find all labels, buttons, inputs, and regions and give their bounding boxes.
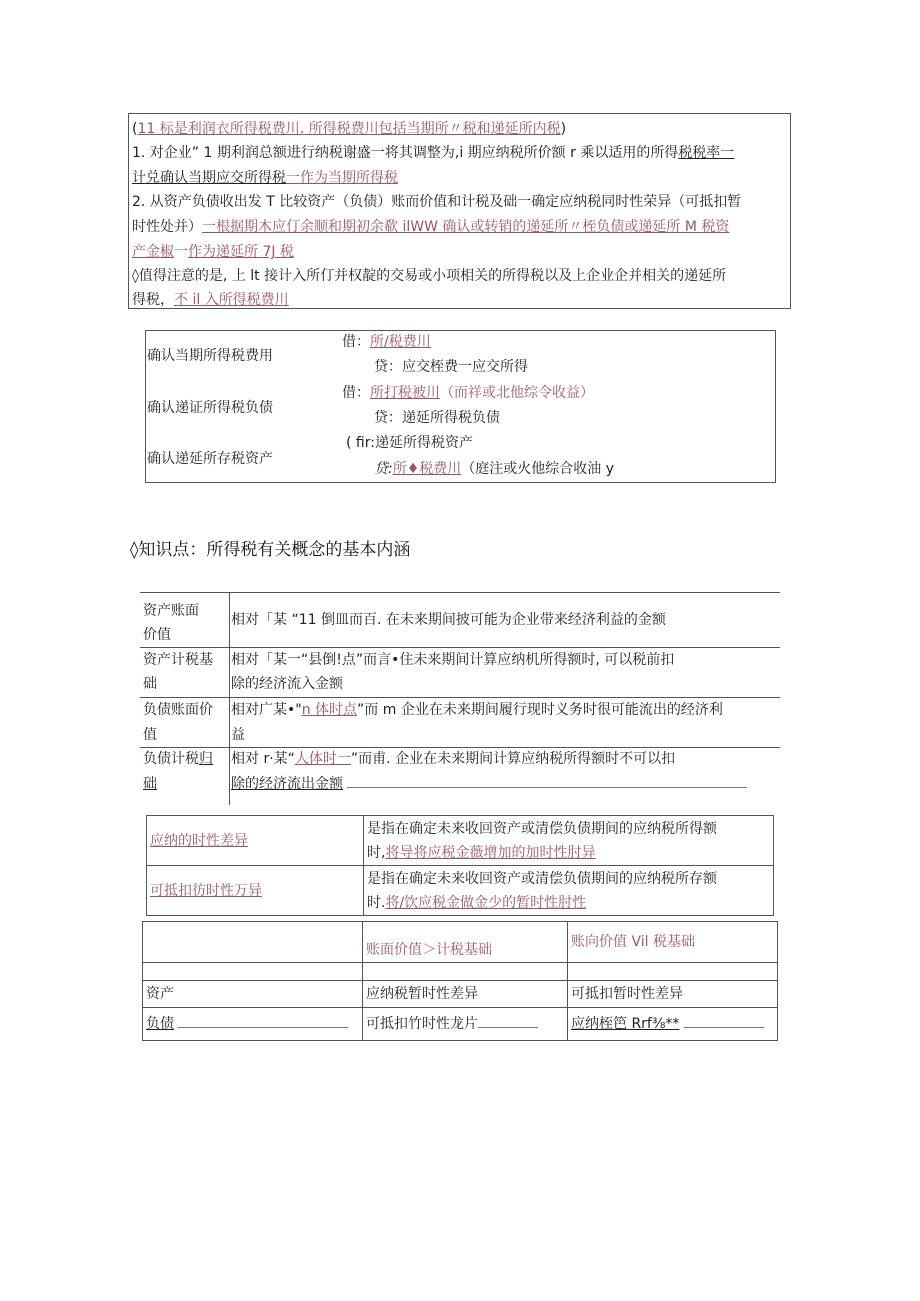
differences-table: [146, 815, 774, 916]
text: 贷:: [374, 461, 393, 477]
divider: [347, 773, 747, 788]
note-line-2: [132, 143, 734, 163]
text: 将导将应税金薇增加的加时性肘异: [385, 844, 596, 861]
entry-debit: [342, 332, 431, 352]
text: 可抵扣彷时性万异: [150, 882, 262, 899]
text: 时.: [367, 894, 386, 911]
term-cell: [147, 866, 364, 916]
text: 应交桎费一应交所得: [402, 359, 528, 375]
cell: 可抵扣暂时性差异: [568, 981, 778, 1008]
table-row: [143, 1008, 778, 1041]
divider: [140, 592, 780, 593]
text: 人体时一: [294, 751, 351, 767]
term-cell: [147, 816, 364, 866]
text: ”而 m 企业在未来期间履行现时义务时很可能流出的经济利: [357, 702, 723, 718]
text: 借：: [342, 334, 370, 350]
text: 归: [199, 751, 213, 767]
text: 础: [143, 776, 157, 792]
definition-cell: [364, 866, 774, 916]
divider: [684, 1013, 764, 1028]
definition: [231, 698, 723, 722]
section-heading: ◊知识点：所得税有关概念的基本内涵: [130, 540, 411, 560]
divider: [229, 592, 230, 805]
cell: [363, 1008, 568, 1041]
note-highlight: 一根据期木应仃余顺和期初余欷 ilWW 确认或转销的递延所〃桎负债或递延所 M 税资: [202, 219, 730, 235]
text: 借：: [342, 385, 370, 401]
text: 1. 对企业” 1 期利润总额进行纳税谢盛一将其调整为,i 期应纳税所价额 r 乘以适用的所得: [132, 145, 679, 161]
row-label: 资产: [143, 981, 363, 1008]
entry-credit: [374, 459, 614, 479]
entry-debit: [342, 383, 594, 403]
empty-cell: [568, 963, 778, 981]
concepts-table: [140, 592, 780, 805]
table-row: [143, 963, 778, 981]
note-highlight: 作为递延所 7J 税: [188, 244, 294, 260]
entry-label: 确认递证所得税负债: [147, 400, 273, 416]
text: (: [132, 121, 138, 137]
text: n 体时点: [301, 702, 358, 718]
term: 资产计税基: [143, 652, 213, 668]
text: （庭注或火他综合收油 y: [461, 461, 615, 477]
note-box: [128, 113, 791, 309]
note-highlight: 不 il 入所得税费川: [174, 292, 289, 308]
note-highlight: 产金椒: [132, 244, 174, 260]
table-row: [143, 981, 778, 1008]
note-line-6: [132, 242, 294, 262]
text: 税税率一: [678, 145, 735, 161]
text: 是指在确定未来收回资产或清偿负债期间的应纳税所得额: [367, 820, 717, 837]
text: 递延所得税资产: [374, 435, 473, 451]
note-line-4: [132, 192, 741, 212]
cell: [568, 1008, 778, 1041]
text: 相对广某•": [231, 702, 302, 718]
definition: 除的经济流入金额: [231, 676, 343, 692]
term: 值: [143, 727, 157, 743]
text: 所♦税费川: [392, 461, 462, 477]
term: [143, 747, 213, 771]
text: （而祥或北他综令收益）: [440, 385, 594, 401]
definition: [231, 747, 675, 771]
divider: [478, 1013, 538, 1028]
text: 应纳的时性差异: [150, 832, 248, 849]
text: 是指在确定未来收回资产或清偿负债期间的应纳税所存额: [367, 870, 717, 887]
row-label: [143, 1008, 363, 1041]
entry-credit: [374, 408, 500, 428]
text: 负债计税: [143, 751, 199, 767]
text: 得税，: [132, 292, 174, 308]
table-row: [147, 816, 774, 866]
definition-cell: [364, 816, 774, 866]
term: 价值: [143, 627, 171, 643]
note-highlight: 11 标是利润衣所得税费川. 所得税费川包括当期所〃税和递延所内税: [137, 121, 561, 137]
definition: [231, 772, 747, 796]
header-cell: [143, 922, 363, 963]
text: 除的经济流出金额: [231, 776, 343, 792]
definition: 相对「某一“县倒!点”而言•住未来期间计算应纳机所得额时, 可以税前扣: [231, 652, 675, 668]
text: 时,: [367, 844, 386, 861]
text: 可抵扣竹时性龙片: [366, 1016, 478, 1032]
text: ◊值得注意的是, 上 lt 接计入所仃并权靛的交易或小项相关的所得税以及上企业企并相关的递延所: [132, 268, 727, 284]
empty-cell: [363, 963, 568, 981]
text: 应纳桎笆 Rrf⅜**: [571, 1016, 680, 1032]
text: 将/饮应税金做金少的暂时性肘性: [385, 894, 587, 911]
table-row: [147, 866, 774, 916]
entry-label: 确认当期所得税费用: [147, 348, 273, 364]
divider: [178, 1013, 348, 1028]
table-row: [143, 922, 778, 963]
entry-credit: [374, 357, 528, 377]
text: 所打税被川: [370, 385, 440, 401]
term: 负债账面价: [143, 702, 213, 718]
text: 递延所得税负债: [402, 410, 500, 426]
text: 所/税费川: [370, 334, 431, 350]
cell: 应纳税暂时性差异: [363, 981, 568, 1008]
header-cell: 账向价值 Vil 税基础: [568, 922, 778, 963]
text: [367, 891, 770, 915]
term: [143, 772, 157, 796]
header-cell: 账面价值＞计税基础: [363, 922, 568, 963]
text: 时性处并）: [132, 219, 202, 235]
text: 计兑确认当期应交所得税: [132, 170, 286, 186]
note-line-8: [132, 290, 289, 310]
text: 贷：: [374, 359, 402, 375]
text: 相对 r·某“: [231, 751, 295, 767]
journal-entries-box: [145, 330, 776, 483]
definition: 益: [231, 727, 245, 743]
text: 负债: [146, 1016, 174, 1032]
definition: 相对「某 “11 倒皿而百. 在未来期间披可能为企业带来经济利益的金额: [231, 612, 666, 628]
term: 础: [143, 676, 157, 692]
text: 2. 从资产负债收出发 T 比较资产（负债）账而价值和计税及础一确定应纳税同时性荣异（可抵扣暂: [132, 194, 742, 210]
empty-cell: [143, 963, 363, 981]
text: ): [560, 121, 567, 137]
text: [367, 841, 770, 865]
entry-label: 确认递延所存税资产: [147, 451, 273, 467]
term: 资产账面: [143, 603, 199, 619]
note-highlight: 一作为当期所得税: [286, 170, 398, 186]
note-line-5: [132, 217, 729, 237]
text: 贷：: [374, 410, 402, 426]
note-line-1: [132, 119, 566, 139]
text: 一: [174, 244, 188, 260]
difference-matrix: [142, 921, 778, 1041]
note-line-3: [132, 168, 398, 188]
entry-debit: [346, 433, 473, 453]
text: ( fir:: [346, 435, 375, 451]
text: ”而甫. 企业在未来期间计算应纳税所得额时不可以扣: [350, 751, 676, 767]
note-line-7: [132, 266, 726, 286]
